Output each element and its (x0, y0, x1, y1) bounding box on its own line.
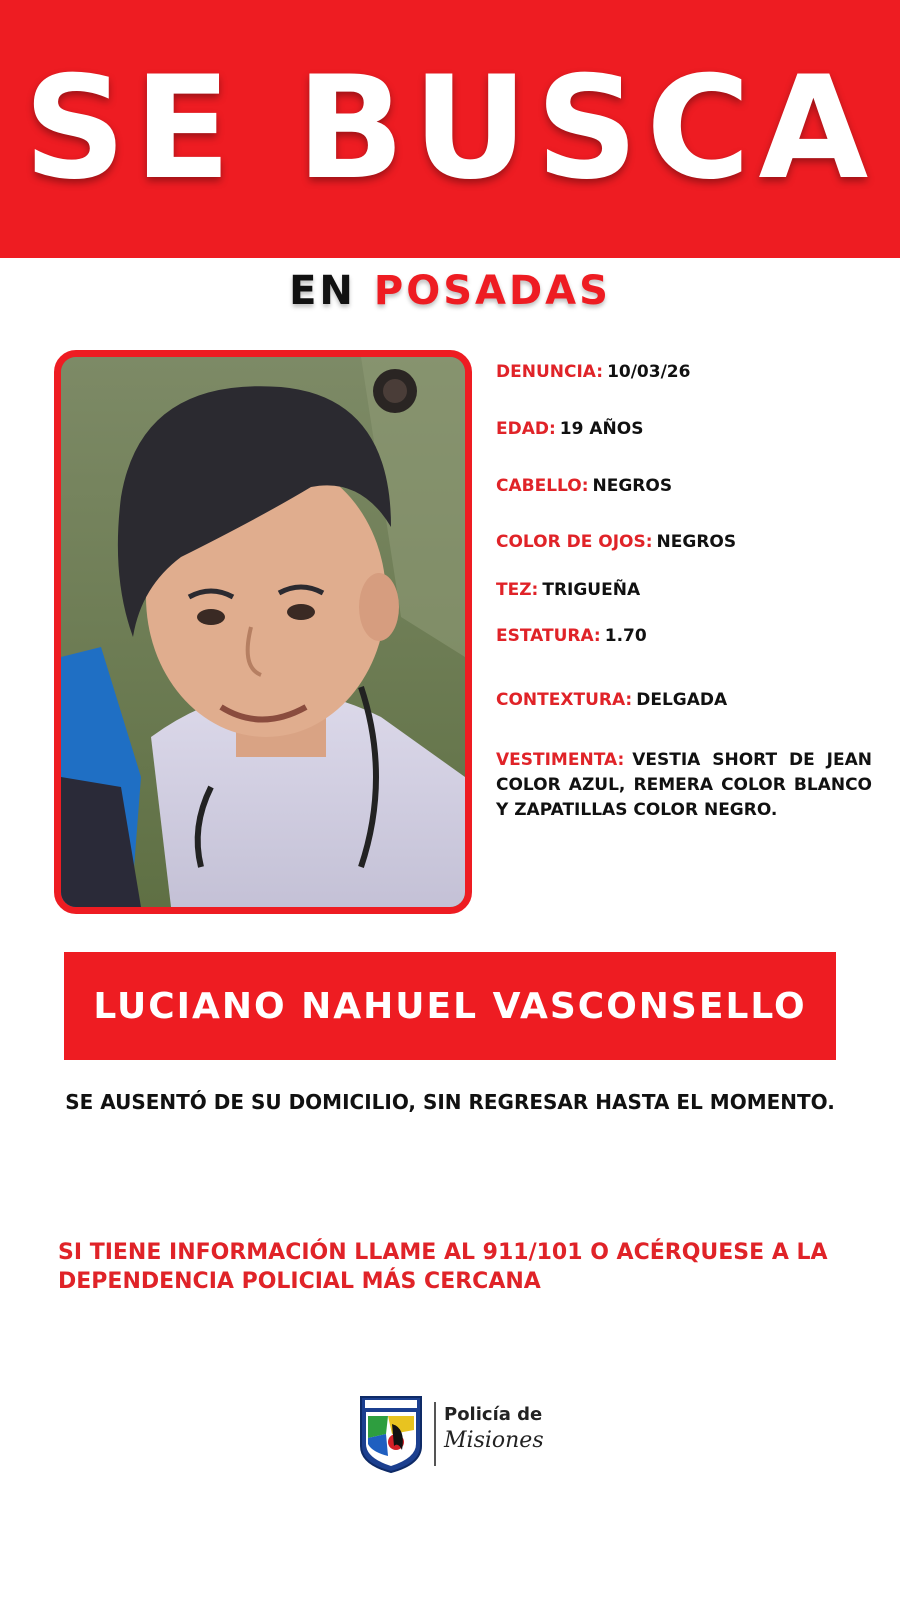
field-value: NEGROS (592, 476, 673, 496)
field-label: VESTIMENTA: (496, 750, 625, 770)
field-value: 10/03/26 (607, 362, 691, 382)
logo-org-name: Policía de (444, 1404, 543, 1425)
police-shield-icon (358, 1394, 424, 1474)
logo-divider (434, 1402, 436, 1466)
field-value: DELGADA (636, 690, 728, 710)
field-label: TEZ: (496, 580, 539, 600)
police-logo (358, 1394, 558, 1476)
person-name: LUCIANO NAHUEL VASCONSELLO (93, 985, 807, 1027)
field-value: NEGROS (656, 532, 737, 552)
field-label: DENUNCIA: (496, 362, 604, 382)
field-value: 19 AÑOS (559, 419, 644, 439)
field-contextura (496, 690, 727, 710)
field-label: ESTATURA: (496, 626, 601, 646)
location-heading (0, 268, 900, 314)
field-color-ojos (496, 532, 736, 552)
photo-illustration (61, 357, 465, 907)
field-estatura (496, 626, 647, 646)
field-tez (496, 580, 640, 600)
field-label: CABELLO: (496, 476, 589, 496)
location-prefix: EN (289, 268, 356, 314)
field-label: COLOR DE OJOS: (496, 532, 653, 552)
contact-info-text: SI TIENE INFORMACIÓN LLAME AL 911/101 O ACÉRQUESE A LA DEPENDENCIA POLICIAL MÁS CERCANA (58, 1240, 828, 1294)
missing-person-photo (54, 350, 472, 914)
field-value: VESTIA SHORT DE JEAN COLOR AZUL, REMERA COLOR BLANCO Y ZAPATILLAS COLOR NEGRO. (496, 750, 872, 820)
header-banner (0, 0, 900, 258)
field-edad (496, 419, 643, 439)
field-label: EDAD: (496, 419, 556, 439)
absence-text: SE AUSENTÓ DE SU DOMICILIO, SIN REGRESAR HASTA EL MOMENTO. (65, 1090, 835, 1114)
name-banner (64, 952, 836, 1060)
field-value: TRIGUEÑA (542, 580, 641, 600)
field-vestimenta (496, 748, 872, 823)
field-cabello (496, 476, 672, 496)
field-denuncia (496, 362, 690, 382)
page-title: SE BUSCA (23, 46, 877, 211)
logo-org-region: Misiones (444, 1428, 544, 1453)
field-value: 1.70 (604, 626, 647, 646)
field-label: CONTEXTURA: (496, 690, 633, 710)
location-city: POSADAS (373, 268, 611, 314)
